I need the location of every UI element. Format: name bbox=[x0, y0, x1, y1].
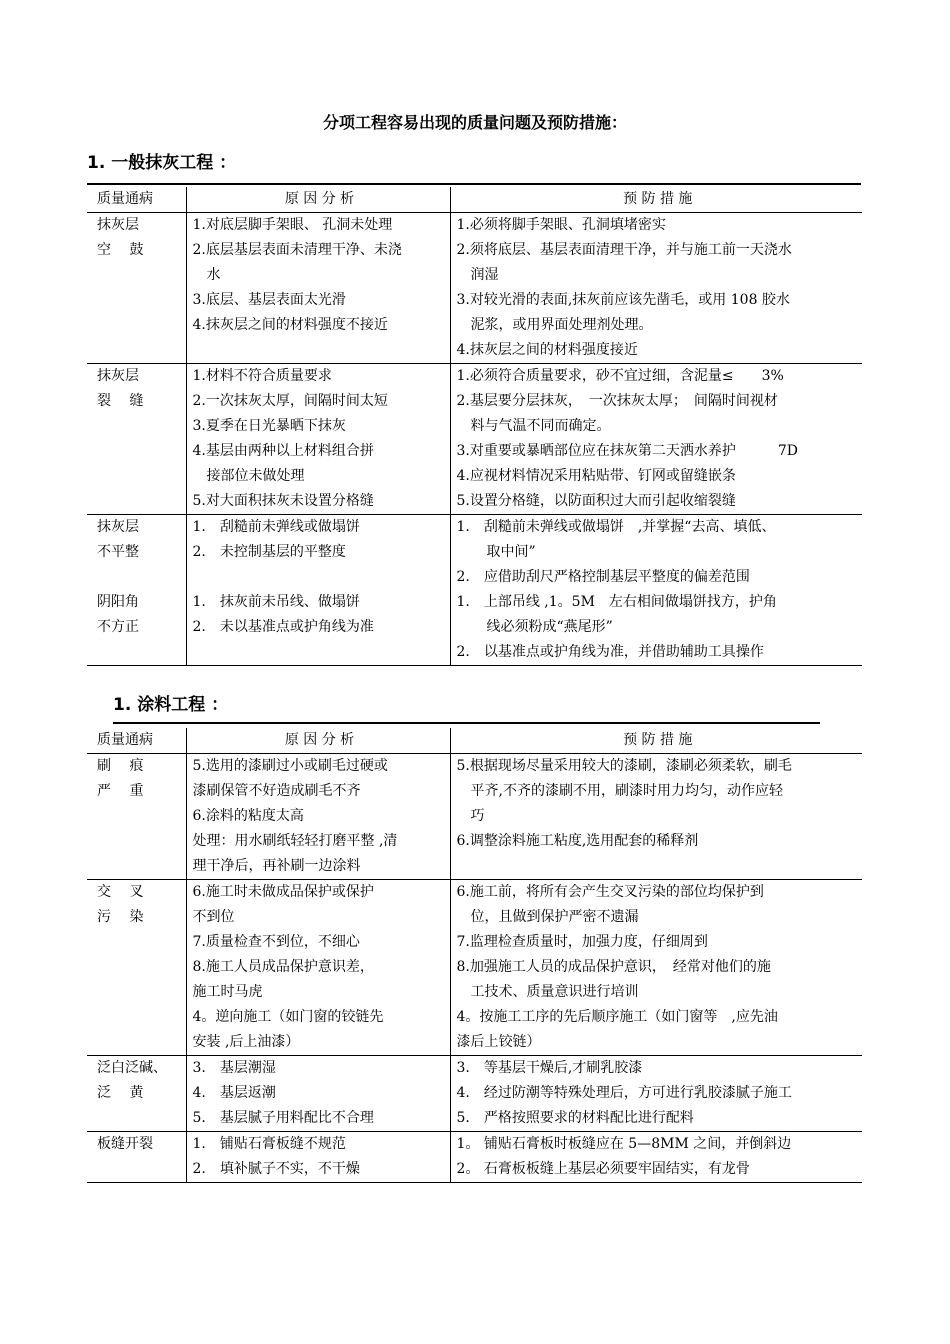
header-prevention: 预 防 措 施 bbox=[450, 187, 862, 213]
section-heading-painting: 1. 涂料工程 ： bbox=[113, 695, 229, 715]
problem-text: 裂 缝 bbox=[97, 393, 144, 409]
problem-text: 不方正 bbox=[97, 619, 139, 635]
prevention-cell bbox=[450, 1056, 862, 1132]
cause-cell bbox=[186, 364, 450, 515]
cause-cell bbox=[186, 213, 450, 364]
cause-cell bbox=[186, 880, 450, 1056]
problem-text: 严 重 bbox=[97, 783, 144, 799]
table-header-row bbox=[87, 187, 862, 213]
prevention-text: 1. 上部吊线 ,1。5M 左右相间做塌饼找方，护角 bbox=[456, 594, 777, 610]
prevention-text: 1.必须将脚手架眼、孔洞填堵密实 bbox=[456, 217, 666, 233]
cause-text: 1. 抹灰前未吊线、做塌饼 bbox=[192, 594, 360, 610]
prevention-text: 4.应视材料情况采用粘贴带、钉网或留缝嵌条 bbox=[456, 468, 736, 484]
prevention-text: 6.施工前，将所有会产生交叉污染的部位均保护到 bbox=[456, 884, 764, 900]
prevention-text: 4.抹灰层之间的材料强度接近 bbox=[456, 342, 638, 358]
prevention-text: 7.监理检查质量时，加强力度，仔细周到 bbox=[456, 934, 708, 950]
table-row bbox=[87, 1056, 862, 1132]
plastering-quality-table bbox=[87, 187, 862, 666]
problem-cell bbox=[87, 880, 186, 1056]
prevention-cell bbox=[450, 754, 862, 880]
prevention-text: 5. 严格按照要求的材料配比进行配料 bbox=[456, 1110, 694, 1126]
cause-text: 1.对底层脚手架眼、 孔洞未处理 bbox=[192, 217, 393, 233]
prevention-text: 2.基层要分层抹灰， 一次抹灰太厚； 间隔时间视材 bbox=[456, 393, 778, 409]
header-cause: 原 因 分 析 bbox=[186, 728, 450, 754]
problem-cell bbox=[87, 364, 186, 515]
prevention-text: 工技术、质量意识进行培训 bbox=[470, 984, 639, 1000]
table-row bbox=[87, 364, 862, 515]
cause-text: 2. 未控制基层的平整度 bbox=[192, 544, 346, 560]
cause-text: 接部位未做处理 bbox=[206, 468, 305, 484]
section-heading-plastering: 1. 一般抹灰工程 ： bbox=[87, 153, 237, 173]
prevention-text: 平齐,不齐的漆刷不用，刷漆时用力均匀，动作应轻 bbox=[470, 783, 783, 799]
cause-cell bbox=[186, 1056, 450, 1132]
header-cause: 原 因 分 析 bbox=[186, 187, 450, 213]
problem-cell bbox=[87, 213, 186, 364]
prevention-text: 润湿 bbox=[470, 267, 499, 283]
header-problem: 质量通病 bbox=[87, 728, 186, 754]
problem-text: 泛 黄 bbox=[97, 1085, 144, 1101]
page-title: 分项工程容易出现的质量问题及预防措施： bbox=[322, 113, 627, 132]
prevention-text: 8.加强施工人员的成品保护意识， 经常对他们的施 bbox=[456, 959, 771, 975]
prevention-text: 1. 刮糙前未弹线或做塌饼 ,并掌握“去高、填低、 bbox=[456, 519, 776, 535]
prevention-cell bbox=[450, 1132, 862, 1183]
problem-text: 抹灰层 bbox=[97, 368, 139, 384]
cause-text: 4.抹灰层之间的材料强度不接近 bbox=[192, 317, 388, 333]
problem-text: 交 叉 bbox=[97, 884, 144, 900]
problem-cell bbox=[87, 754, 186, 880]
problem-text: 抹灰层 bbox=[97, 519, 139, 535]
prevention-text: 5.根据现场尽量采用较大的漆刷，漆刷必须柔软，刷毛 bbox=[456, 758, 792, 774]
cause-text: 处理：用水刷纸轻轻打磨平整 ,清 bbox=[192, 833, 398, 849]
problem-text: 不平整 bbox=[97, 544, 139, 560]
prevention-cell bbox=[450, 880, 862, 1056]
prevention-text: 位，且做到保护严密不遗漏 bbox=[470, 909, 639, 925]
section-rule bbox=[113, 722, 820, 724]
prevention-text: 3.对较光滑的表面,抹灰前应该先凿毛，或用 108 胶水 bbox=[456, 292, 790, 308]
cause-text: 不到位 bbox=[192, 909, 235, 925]
cause-text: 施工时马虎 bbox=[192, 984, 263, 1000]
cause-text: 2. 填补腻子不实，不干燥 bbox=[192, 1161, 360, 1177]
cause-text: 3.底层、基层表面太光滑 bbox=[192, 292, 346, 308]
cause-cell bbox=[186, 754, 450, 880]
cause-text: 安装 ,后上油漆） bbox=[192, 1034, 300, 1050]
cause-text: 4. 基层返潮 bbox=[192, 1085, 276, 1101]
cause-text: 2.一次抹灰太厚，间隔时间太短 bbox=[192, 393, 388, 409]
prevention-text: 取中间” bbox=[486, 544, 536, 560]
prevention-text: 5.设置分格缝，以防面积过大而引起收缩裂缝 bbox=[456, 493, 736, 509]
cause-text: 2. 未以基准点或护角线为准 bbox=[192, 619, 374, 635]
prevention-text: 3. 等基层干燥后,才刷乳胶漆 bbox=[456, 1060, 643, 1076]
cause-text: 8.施工人员成品保护意识差， bbox=[192, 959, 374, 975]
cause-cell bbox=[186, 1132, 450, 1183]
prevention-text: 漆后上铰链） bbox=[456, 1034, 541, 1050]
prevention-text: 2. 应借助刮尺严格控制基层平整度的偏差范围 bbox=[456, 569, 750, 585]
prevention-cell bbox=[450, 364, 862, 515]
prevention-text: 1。 铺贴石膏板时板缝应在 5—8MM 之间，并倒斜边 bbox=[456, 1136, 792, 1152]
prevention-text: 6.调整涂料施工粘度,选用配套的稀释剂 bbox=[456, 833, 699, 849]
problem-text: 污 染 bbox=[97, 909, 144, 925]
cause-text: 理干净后，再补刷一边涂料 bbox=[192, 858, 361, 874]
spacer bbox=[193, 565, 447, 590]
cause-cell bbox=[186, 515, 450, 666]
problem-cell bbox=[87, 1056, 186, 1132]
cause-text: 5. 基层腻子用料配比不合理 bbox=[192, 1110, 374, 1126]
prevention-text: 巧 bbox=[470, 808, 485, 824]
cause-text: 4。逆向施工（如门窗的铰链先 bbox=[192, 1009, 384, 1025]
cause-text: 1. 刮糙前未弹线或做塌饼 bbox=[192, 519, 360, 535]
problem-text: 空 鼓 bbox=[97, 242, 144, 258]
cause-text: 7.质量检查不到位，不细心 bbox=[192, 934, 360, 950]
cause-text: 漆刷保管不好造成刷毛不齐 bbox=[192, 783, 361, 799]
table-row bbox=[87, 754, 862, 880]
header-problem: 质量通病 bbox=[87, 187, 186, 213]
prevention-cell bbox=[450, 213, 862, 364]
cause-text: 1. 铺贴石膏板缝不规范 bbox=[192, 1136, 346, 1152]
prevention-text: 4. 经过防潮等特殊处理后，方可进行乳胶漆腻子施工 bbox=[456, 1085, 792, 1101]
painting-quality-table bbox=[87, 728, 862, 1183]
cause-text: 5.选用的漆刷过小或刷毛过硬或 bbox=[192, 758, 388, 774]
problem-text: 抹灰层 bbox=[97, 217, 139, 233]
table-row bbox=[87, 880, 862, 1056]
header-prevention: 预 防 措 施 bbox=[450, 728, 862, 754]
table-header-row bbox=[87, 728, 862, 754]
spacer bbox=[97, 565, 183, 590]
table-row bbox=[87, 515, 862, 666]
prevention-text: 3.对重要或暴晒部位应在抹灰第二天洒水养护 7D bbox=[456, 443, 798, 459]
cause-text: 4.基层由两种以上材料组合拼 bbox=[192, 443, 374, 459]
prevention-text: 泥浆，或用界面处理剂处理。 bbox=[470, 317, 653, 333]
prevention-text: 料与气温不同而确定。 bbox=[470, 418, 611, 434]
cause-text: 3.夏季在日光暴晒下抹灰 bbox=[192, 418, 346, 434]
section-rule bbox=[87, 183, 861, 185]
table-row bbox=[87, 1132, 862, 1183]
problem-cell bbox=[87, 515, 186, 666]
prevention-text: 2. 以基准点或护角线为准，并借助辅助工具操作 bbox=[456, 644, 764, 660]
table-row bbox=[87, 213, 862, 364]
prevention-text: 线必须粉成“燕尾形” bbox=[486, 619, 613, 635]
cause-text: 6.涂料的粘度太高 bbox=[192, 808, 304, 824]
prevention-text: 2.须将底层、基层表面清理干净，并与施工前一天浇水 bbox=[456, 242, 792, 258]
prevention-text: 1.必须符合质量要求，砂不宜过细，含泥量≤ 3% bbox=[456, 368, 784, 384]
cause-text: 1.材料不符合质量要求 bbox=[192, 368, 332, 384]
cause-text: 2.底层基层表面未清理干净、未浇 bbox=[192, 242, 402, 258]
problem-cell bbox=[87, 1132, 186, 1183]
problem-text: 阴阳角 bbox=[97, 594, 139, 610]
problem-text: 泛白泛碱、 bbox=[97, 1060, 167, 1076]
prevention-text: 2。 石膏板板缝上基层必须要牢固结实，有龙骨 bbox=[456, 1161, 750, 1177]
problem-text: 板缝开裂 bbox=[97, 1136, 153, 1152]
cause-text: 水 bbox=[206, 267, 221, 283]
prevention-cell bbox=[450, 515, 862, 666]
cause-text: 5.对大面积抹灰未设置分格缝 bbox=[192, 493, 374, 509]
cause-text: 6.施工时未做成品保护或保护 bbox=[192, 884, 374, 900]
prevention-text: 4。按施工工序的先后顺序施工（如门窗等 ,应先油 bbox=[456, 1009, 778, 1025]
cause-text: 3. 基层潮湿 bbox=[192, 1060, 276, 1076]
problem-text: 刷 痕 bbox=[97, 758, 144, 774]
